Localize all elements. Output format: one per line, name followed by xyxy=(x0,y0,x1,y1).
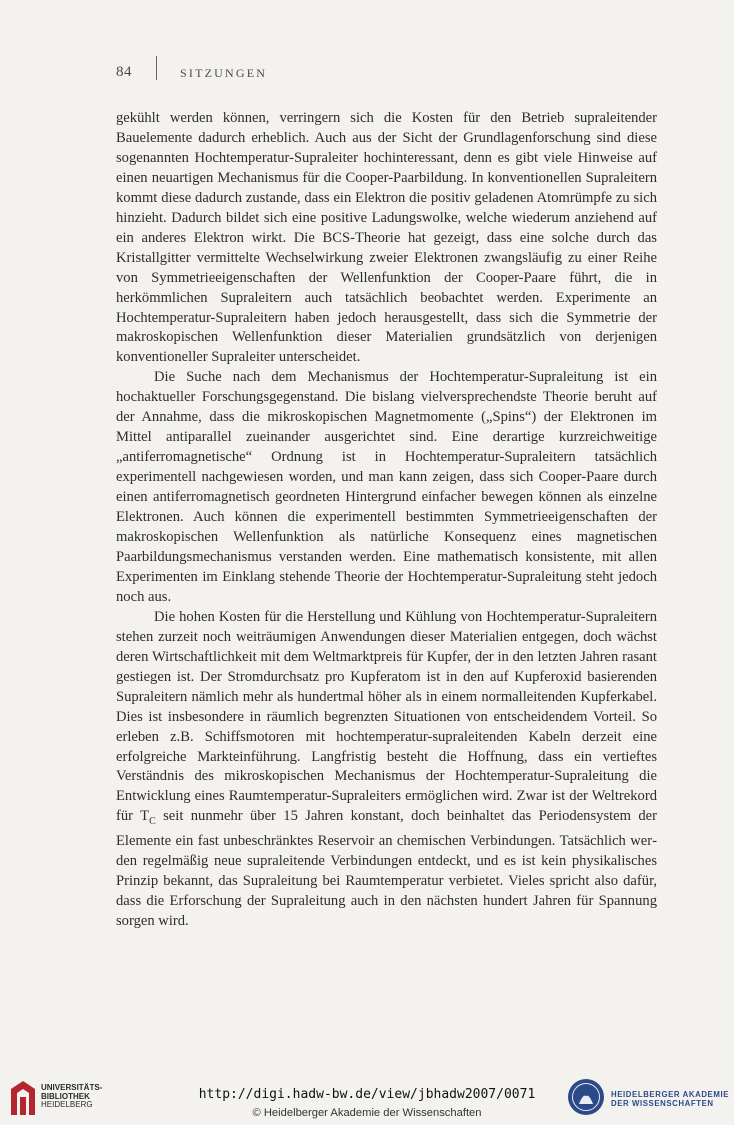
paragraph-3-continued: seit nunmehr über 15 Jahren konstant, doch beinhaltet das Periodensystem der Elemente ein fast unbeschränktes Reservoir an chemischen Verbindungen. Tatsächlich werden regelmäßig neue supraleitende Verbindungen entdeckt, und es ist kein physikalisches Prinzip bekannt, das Supraleitung bei Raumtemperatur verbietet. Vieles spricht also dafür, dass die Erforschung der Supraleitung auch in den nächsten hundert Jahren für Spannung sorgen wird. xyxy=(116,808,657,930)
academy-seal-icon xyxy=(567,1078,605,1116)
copyright-notice: © Heidelberger Akademie der Wissenschaften xyxy=(252,1107,482,1119)
library-line-1: UNIVERSITÄTS- xyxy=(41,1083,103,1092)
paragraph-2: Die Suche nach dem Mechanismus der Hochtemperatur-Supraleitung ist ein hochaktueller Forschungsgegenstand. Die bislang vielversprechendste Theorie beruht auf der Annahme, dass die mikroskopischen Magnetmomente („Spins“) der Elektronen im Mittel antiparallel zueinander ausgerichtet sind. Eine derartige kurzreichweitige „antiferromagnetische“ Ordnung ist in Hochtemperatur-Supraleitern tatsächlich experimentell nachgewiesen worden, und man kann zeigen, dass sich Cooper-Paare durch einen antiferromagnetisch geordneten Hintergrund einfacher bewegen können als einzelne Elektronen. Auch können die experimentell bestimmten Symmetrieeigenschaften der makroskopischen Wellenfunktion als natürliche Konsequenz eines magnetischen Paarbildungsmechanismus verstanden werden. Eine mathematisch konsistente, mit allen Experimenten im Einklang stehende Theorie der Hochtemperatur-Supraleitung steht jedoch noch aus. xyxy=(116,369,657,605)
paragraph-1: gekühlt werden können, verringern sich die Kosten für den Betrieb supraleitender Bauelemente dadurch erheblich. Auch aus der Sicht der Grundlagenforschung sind diese sogenannten Hochtemperatur-Supraleiter hochinteressant, denn es gibt viele Hinweise auf einen neuartigen Mechanismus für die Cooper-Paarbildung. In konventionellen Supraleitern kommt diese dadurch zustande, dass ein Elektron die positiv geladenen Atomrümpfe zu sich hinzieht. Dadurch bildet sich eine positive Ladungswolke, welche wiederum anziehend auf ein anderes Elektron wirkt. Die BCS-Theorie hat gezeigt, dass eine solche durch das Kristallgitter vermittelte Wechselwirkung zweier Elektronen zwangsläufig zu einer Reihe von Symmetrieeigenschaften der Wellenfunktion der Cooper-Paare führt, die in herkömmlichen Supraleitern auch tatsächlich beobachtet werden. Experimente an Hochtemperatur-Supraleitern haben jedoch herausgestellt, dass sich die Symmetrie der makroskopischen Wellenfunktion dieser Materialien grundsätzlich von derjenigen konventioneller Supraleiter unterscheidet. xyxy=(116,110,657,366)
running-title: SITZUNGEN xyxy=(180,66,268,80)
tc-symbol xyxy=(140,808,156,828)
body-text xyxy=(116,109,657,932)
permalink-url[interactable]: http://digi.hadw-bw.de/view/jbhadw2007/0071 xyxy=(198,1087,536,1102)
tc-letter: T xyxy=(140,808,150,825)
academy-line-1: HEIDELBERGER AKADEMIE xyxy=(611,1090,730,1099)
paragraph-3 xyxy=(116,608,657,932)
library-line-3: HEIDELBERG xyxy=(41,1100,93,1110)
tc-subscript: C xyxy=(149,816,156,828)
library-line-2: BIBLIOTHEK xyxy=(41,1091,90,1101)
page-number: 84 xyxy=(116,64,132,80)
academy-name xyxy=(611,1090,729,1108)
academy-line-2: DER WISSENSCHAFTEN xyxy=(611,1099,714,1108)
header-divider xyxy=(156,56,157,80)
paragraph-3-text: Die hohen Kosten für die Herstellung und Kühlung von Hochtemperatur-Supraleitern stehen zurzeit noch weiträumigen Anwendungen dieser Materialien entgegen, doch wächst deren Wirtschaftlichkeit mit dem Weltmarktpreis für Kupfer, der in den letzten Jahren rasant gestiegen ist. Der Stromdurchsatz pro Kupferatom ist in den auf Kupferoxid basierenden Supraleitern nämlich mehr als hundertmal höher als in einem normalleitenden Kupferkabel. Dies ist insbesondere in räumlich begrenzten Situationen von entscheidendem Vorteil. So erleben z.B. Schiffsmotoren mit hochtemperatur-supraleitenden Kabeln derzeit eine erfolgreiche Markteinführung. Langfristig besteht die Hoffnung, dass ein vertieftes Verständnis des mikroskopischen Mechanismus der Hochtemperatur-Supraleitung die Entwicklung eines Raumtemperatur-Supraleiters ermöglichen wird. Zwar ist der Weltrekord für xyxy=(116,608,657,825)
